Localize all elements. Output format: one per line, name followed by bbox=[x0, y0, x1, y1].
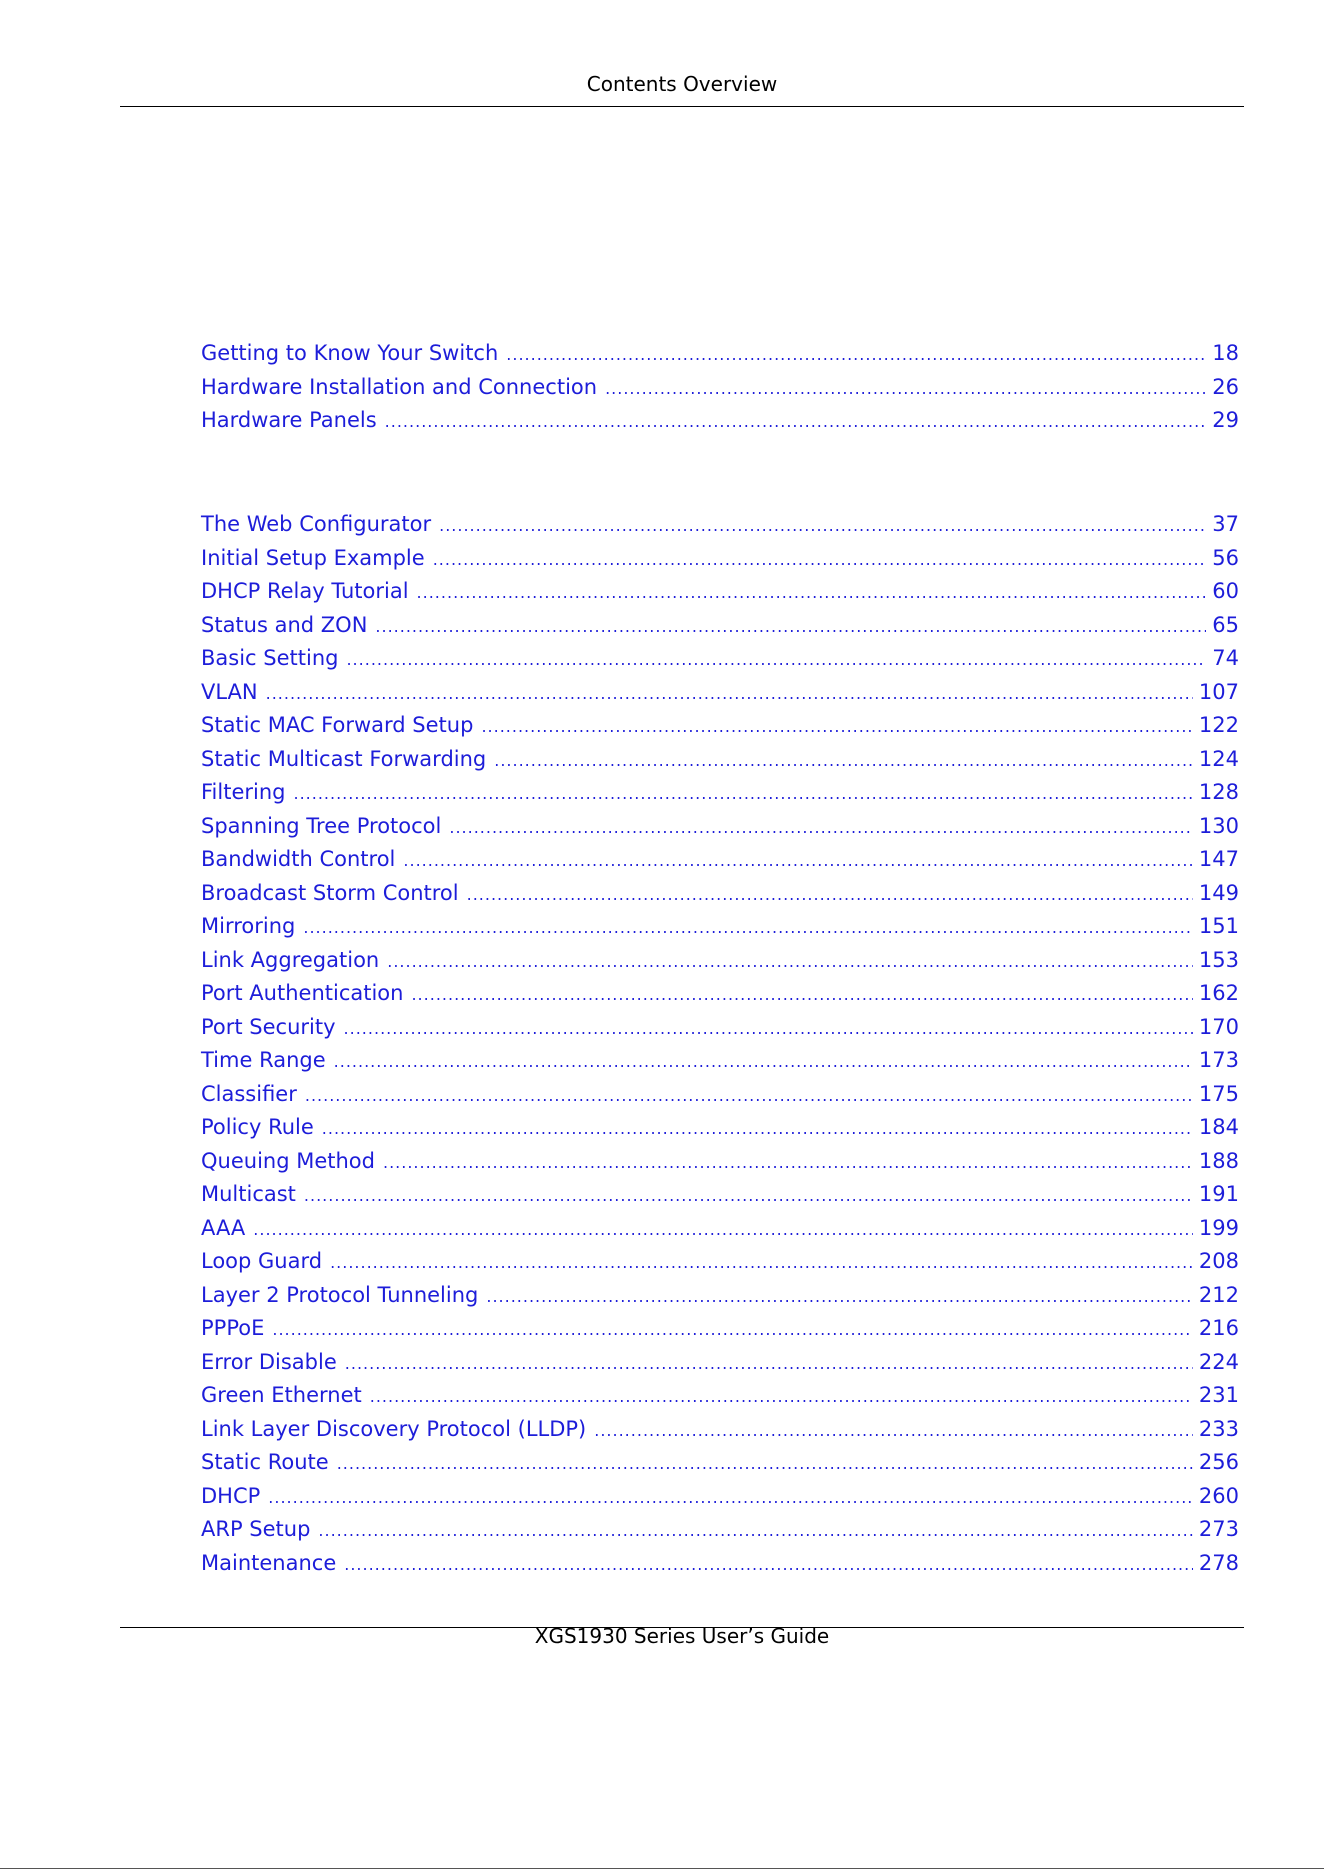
toc-entry[interactable] bbox=[201, 575, 1239, 609]
toc-dot-leader bbox=[449, 811, 1193, 845]
toc-entry-page: 65 bbox=[1212, 612, 1239, 637]
toc-dot-leader bbox=[467, 878, 1193, 912]
toc-dot-leader bbox=[605, 372, 1206, 406]
toc-entry-title: Filtering bbox=[201, 780, 286, 804]
toc-entry[interactable] bbox=[201, 944, 1239, 978]
toc-dot-leader bbox=[385, 405, 1207, 439]
toc-dot-leader bbox=[318, 1514, 1192, 1548]
toc-dot-leader bbox=[375, 610, 1206, 644]
toc-entry-title: DHCP bbox=[201, 1483, 261, 1508]
toc-dot-leader bbox=[403, 844, 1193, 878]
toc-entry-title: Loop Guard bbox=[201, 1249, 323, 1273]
toc-entry[interactable] bbox=[201, 843, 1239, 877]
toc-entry-page: 107 bbox=[1198, 679, 1239, 704]
toc-entry-page: 170 bbox=[1198, 1014, 1239, 1039]
toc-dot-leader bbox=[486, 1280, 1193, 1314]
toc-entry-page: 60 bbox=[1212, 579, 1239, 603]
toc-entry[interactable] bbox=[201, 1011, 1239, 1045]
toc-entry-page: 128 bbox=[1198, 780, 1239, 804]
toc-entry-title: Static MAC Forward Setup bbox=[201, 713, 474, 737]
toc-entry-page: 56 bbox=[1212, 545, 1239, 570]
toc-entry-title: Maintenance bbox=[201, 1550, 337, 1575]
toc-dot-leader bbox=[334, 1045, 1193, 1079]
toc-entry-page: 74 bbox=[1212, 646, 1239, 670]
toc-entry-title: Policy Rule bbox=[201, 1115, 314, 1139]
toc-dot-leader bbox=[387, 945, 1193, 979]
toc-dot-leader bbox=[304, 1179, 1193, 1213]
toc-entry-title: AAA bbox=[201, 1215, 246, 1240]
toc-entry[interactable] bbox=[201, 1212, 1239, 1246]
toc-entry-title: Time Range bbox=[201, 1048, 326, 1072]
toc-entry-page: 173 bbox=[1198, 1048, 1239, 1072]
toc-entry[interactable] bbox=[201, 1413, 1239, 1447]
toc-entry-title: Link Aggregation bbox=[201, 947, 380, 972]
toc-entry[interactable] bbox=[201, 1312, 1239, 1346]
toc-entry-title: Error Disable bbox=[201, 1349, 337, 1374]
toc-entry[interactable] bbox=[201, 1078, 1239, 1112]
toc-entry-page: 231 bbox=[1198, 1383, 1239, 1407]
toc-entry-title: Getting to Know Your Switch bbox=[201, 341, 499, 365]
toc-entry-page: 122 bbox=[1198, 713, 1239, 737]
toc-dot-leader bbox=[345, 1347, 1193, 1381]
toc-entry[interactable] bbox=[201, 1111, 1239, 1145]
toc-dot-leader bbox=[272, 1313, 1193, 1347]
toc-entry-page: 256 bbox=[1198, 1450, 1239, 1474]
toc-entry-page: 29 bbox=[1212, 408, 1239, 432]
toc-dot-leader bbox=[433, 543, 1207, 577]
toc-entry-page: 278 bbox=[1198, 1550, 1239, 1575]
toc-entry-title: Broadcast Storm Control bbox=[201, 880, 459, 905]
toc-entry-title: Spanning Tree Protocol bbox=[201, 813, 442, 838]
toc-entry-page: 224 bbox=[1198, 1349, 1239, 1374]
toc-entry-title: VLAN bbox=[201, 679, 258, 704]
toc-entry-title: Layer 2 Protocol Tunneling bbox=[201, 1282, 479, 1307]
toc-entry-title: Static Route bbox=[201, 1450, 329, 1474]
toc-entry[interactable] bbox=[201, 1379, 1239, 1413]
toc-entry[interactable] bbox=[201, 1513, 1239, 1547]
toc-entry-page: 175 bbox=[1198, 1081, 1239, 1106]
toc-dot-leader bbox=[266, 677, 1193, 711]
toc-entry[interactable] bbox=[201, 1279, 1239, 1313]
toc-entry-title: Initial Setup Example bbox=[201, 545, 425, 570]
toc-entry-title: Hardware Panels bbox=[201, 408, 377, 432]
toc-entry[interactable] bbox=[201, 371, 1239, 405]
toc-entry[interactable] bbox=[201, 1245, 1239, 1279]
toc-entry[interactable] bbox=[201, 1346, 1239, 1380]
toc-entry-title: Mirroring bbox=[201, 914, 296, 938]
toc-entry-title: The Web Configurator bbox=[201, 512, 432, 536]
toc-entry-page: 233 bbox=[1198, 1416, 1239, 1441]
page-header-title: Contents Overview bbox=[586, 72, 778, 96]
toc-entry[interactable] bbox=[201, 1044, 1239, 1078]
toc-entry-page: 37 bbox=[1212, 512, 1239, 536]
toc-entry-page: 212 bbox=[1198, 1282, 1239, 1307]
toc-entry-title: Static Multicast Forwarding bbox=[201, 746, 487, 771]
toc-entry-title: Bandwidth Control bbox=[201, 847, 396, 871]
header-rule bbox=[120, 106, 1244, 107]
toc-dot-leader bbox=[417, 576, 1207, 610]
toc-dot-leader bbox=[411, 978, 1192, 1012]
toc-entry[interactable] bbox=[201, 508, 1239, 542]
toc-dot-leader bbox=[370, 1380, 1193, 1414]
toc-entry-title: Queuing Method bbox=[201, 1148, 375, 1173]
toc-entry[interactable] bbox=[201, 910, 1239, 944]
toc-entry-title: Classifier bbox=[201, 1081, 297, 1106]
toc-dot-leader bbox=[344, 1012, 1193, 1046]
toc-entry[interactable] bbox=[201, 642, 1239, 676]
toc-dot-leader bbox=[268, 1481, 1193, 1515]
toc-entry-page: 124 bbox=[1198, 746, 1239, 771]
toc-entry[interactable] bbox=[201, 609, 1239, 643]
toc-entry-title: DHCP Relay Tutorial bbox=[201, 579, 409, 603]
toc-entry-page: 147 bbox=[1198, 847, 1239, 871]
toc-entry-page: 149 bbox=[1198, 880, 1239, 905]
toc-dot-leader bbox=[344, 1548, 1193, 1582]
toc-entry-page: 191 bbox=[1198, 1182, 1239, 1206]
toc-dot-leader bbox=[293, 777, 1192, 811]
toc-entry[interactable] bbox=[201, 1480, 1239, 1514]
toc-dot-leader bbox=[481, 710, 1192, 744]
toc-entry-title: Port Security bbox=[201, 1014, 336, 1039]
toc-entry-page: 18 bbox=[1212, 341, 1239, 365]
toc-entry-page: 216 bbox=[1198, 1316, 1239, 1340]
toc-dot-leader bbox=[303, 911, 1193, 945]
toc-entry[interactable] bbox=[201, 877, 1239, 911]
toc-entry-page: 273 bbox=[1198, 1517, 1239, 1541]
toc-entry-page: 153 bbox=[1198, 947, 1239, 972]
toc-entry-title: Link Layer Discovery Protocol (LLDP) bbox=[201, 1416, 587, 1441]
toc-entry[interactable] bbox=[201, 1145, 1239, 1179]
toc-group-2 bbox=[201, 508, 1239, 1580]
toc-dot-leader bbox=[322, 1112, 1193, 1146]
toc-entry[interactable] bbox=[201, 676, 1239, 710]
toc-entry-title: Hardware Installation and Connection bbox=[201, 374, 598, 399]
toc-dot-leader bbox=[337, 1447, 1193, 1481]
toc-entry[interactable] bbox=[201, 1446, 1239, 1480]
toc-entry-title: ARP Setup bbox=[201, 1517, 311, 1541]
toc-dot-leader bbox=[594, 1414, 1193, 1448]
toc-dot-leader bbox=[383, 1146, 1193, 1180]
toc-dot-leader bbox=[330, 1246, 1193, 1280]
toc-dot-leader bbox=[506, 338, 1206, 372]
scan-edge-line bbox=[0, 1868, 1324, 1869]
toc-dot-leader bbox=[253, 1213, 1193, 1247]
toc-entry-title: Multicast bbox=[201, 1182, 296, 1206]
toc-entry-title: Port Authentication bbox=[201, 981, 404, 1005]
toc-entry[interactable] bbox=[201, 1178, 1239, 1212]
toc-entry-page: 199 bbox=[1198, 1215, 1239, 1240]
toc-entry-page: 162 bbox=[1198, 981, 1239, 1005]
toc-entry-page: 26 bbox=[1212, 374, 1239, 399]
toc-group-1 bbox=[201, 337, 1239, 438]
toc-entry-page: 208 bbox=[1198, 1249, 1239, 1273]
toc-entry[interactable] bbox=[201, 404, 1239, 438]
toc-entry[interactable] bbox=[201, 743, 1239, 777]
toc-entry[interactable] bbox=[201, 977, 1239, 1011]
toc-entry-page: 260 bbox=[1198, 1483, 1239, 1508]
toc-entry[interactable] bbox=[201, 810, 1239, 844]
toc-entry[interactable] bbox=[201, 337, 1239, 371]
toc-entry-page: 130 bbox=[1198, 813, 1239, 838]
toc-entry-page: 184 bbox=[1198, 1115, 1239, 1139]
toc-dot-leader bbox=[346, 643, 1206, 677]
toc-entry-title: Basic Setting bbox=[201, 646, 339, 670]
toc-dot-leader bbox=[305, 1079, 1193, 1113]
page-footer-text: XGS1930 Series User’s Guide bbox=[534, 1624, 830, 1648]
toc-entry-page: 151 bbox=[1198, 914, 1239, 938]
toc-entry[interactable] bbox=[201, 776, 1239, 810]
toc-entry[interactable] bbox=[201, 542, 1239, 576]
toc-entry-title: Status and ZON bbox=[201, 612, 368, 637]
toc-dot-leader bbox=[494, 744, 1193, 778]
toc-entry-title: Green Ethernet bbox=[201, 1383, 362, 1407]
toc-entry-page: 188 bbox=[1198, 1148, 1239, 1173]
toc-dot-leader bbox=[439, 509, 1206, 543]
toc-entry-title: PPPoE bbox=[201, 1316, 265, 1340]
toc-entry[interactable] bbox=[201, 1547, 1239, 1581]
toc-entry[interactable] bbox=[201, 709, 1239, 743]
